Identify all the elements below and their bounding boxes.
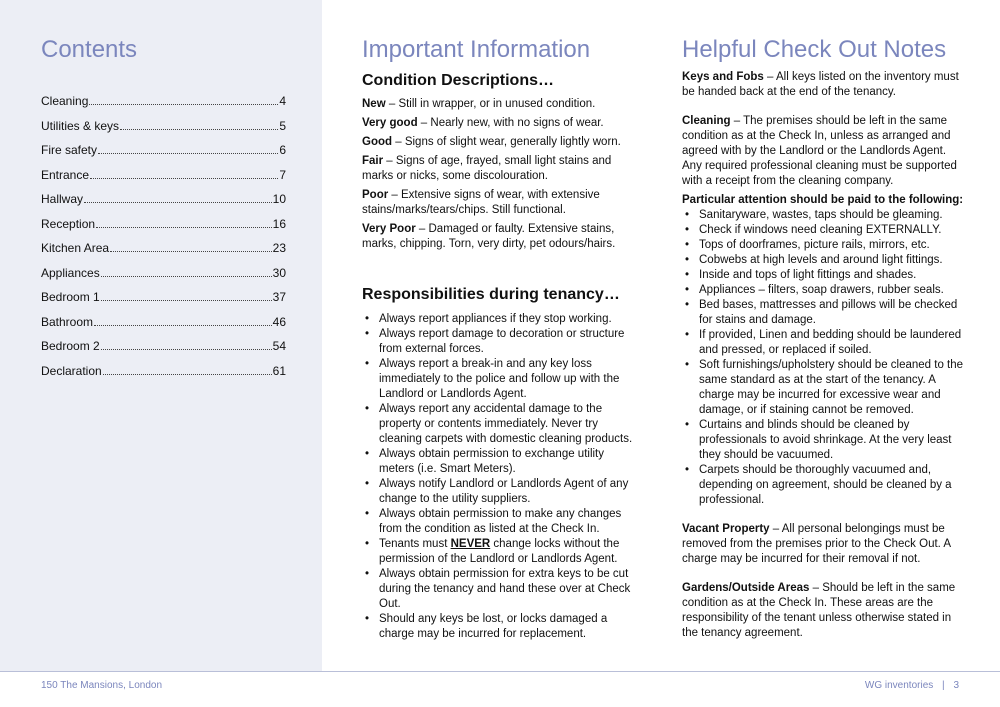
important-information-title: Important Information [362,36,591,63]
condition-description: – Damaged or faulty. Extensive stains, marks, chipping. Torn, very dirty, pet odours/hairs. [362,223,616,250]
toc-leader-dots [110,251,272,252]
toc-leader-dots [120,129,278,130]
toc-leader-dots [94,325,272,326]
toc-entry-page: 16 [272,216,286,231]
responsibility-item: • Always obtain permission for extra keys to be cut during the tenancy and hand these over at Check Out. [379,567,642,612]
condition-item [362,222,642,252]
toc-entry-label: Appliances [41,265,100,280]
toc-entry-page: 5 [279,118,286,133]
responsibilities-heading: Responsibilities during tenancy… [362,286,620,303]
toc-entry-label: Kitchen Area [41,241,110,255]
contents-title: Contents [41,36,138,63]
footer-divider [0,671,1000,672]
table-of-contents [41,94,286,388]
toc-leader-dots [84,202,272,203]
responsibility-item: • Always report a break-in and any key loss immediately to the police and follow up with the Landlord or Landlords Agent. [379,357,642,402]
toc-entry-page: 61 [272,363,286,378]
toc-entry[interactable] [41,241,286,266]
locks-text-after: change locks without the permission of the Landlord or Landlords Agent. [379,538,620,565]
toc-entry-page: 6 [279,143,286,157]
toc-entry[interactable] [41,364,286,389]
responsibility-item: • Always obtain permission to make any changes from the condition as listed at the Check In. [379,507,642,537]
footer-page-number: 3 [953,680,959,691]
condition-description: – Extensive signs of wear, with extensive stains/marks/tears/chips. Still functional. [362,189,600,216]
toc-entry[interactable] [41,168,286,193]
toc-entry[interactable] [41,339,286,364]
toc-leader-dots [101,276,272,277]
condition-item [362,188,642,218]
toc-entry[interactable] [41,192,286,217]
toc-entry-label: Declaration [41,363,102,378]
check-out-notes-column [682,70,964,655]
footer-page-info [865,680,959,691]
toc-entry-label: Bedroom 1 [41,290,100,304]
responsibility-item: • Always report appliances if they stop working. [379,312,642,327]
responsibilities-list [362,312,642,642]
toc-entry[interactable] [41,315,286,340]
toc-entry[interactable] [41,119,286,144]
gardens-note: Gardens/Outside Areas – Should be left in the same condition as at the Check In. These areas are the responsibility of the tenant unless otherwise stated in the tenancy agreement. [682,582,956,639]
toc-leader-dots [101,300,272,301]
toc-entry-label: Bathroom [41,314,94,329]
attention-item: • Inside and tops of light fittings and shades. [699,268,964,283]
condition-term: Fair [362,155,384,167]
locks-text-before: Tenants must [379,538,451,550]
cleaning-note: Cleaning – The premises should be left in the same condition as at the Check In, unless as arranged and agreed with by the Landlord or the Landlords Agent. Any required professional cleaning must be supported with a receipt from the cleaning company. [682,115,957,187]
toc-entry-label: Hallway [41,192,84,206]
toc-entry-label: Fire safety [41,143,98,157]
toc-entry-page: 46 [272,314,286,329]
check-out-notes-title: Helpful Check Out Notes [682,36,947,63]
attention-list [682,208,964,508]
locks-emphasis: NEVER [450,538,491,550]
toc-entry[interactable] [41,217,286,242]
toc-leader-dots [89,104,278,105]
attention-item: • If provided, Linen and bedding should be laundered and pressed, or replaced if soiled. [699,328,964,358]
toc-entry[interactable] [41,290,286,315]
important-information-column [362,70,642,642]
attention-item: • Sanitaryware, wastes, taps should be gleaming. [699,208,964,223]
attention-heading: Particular attention should be paid to the following: [682,194,964,206]
condition-descriptions-heading: Condition Descriptions… [362,72,554,89]
attention-item: • Bed bases, mattresses and pillows will be checked for stains and damage. [699,298,964,328]
condition-term: Good [362,136,393,148]
attention-item: • Carpets should be thoroughly vacuumed and, depending on agreement, should be cleaned by a professional. [699,463,964,508]
condition-item [362,135,642,150]
condition-item [362,154,642,184]
responsibility-item-locks [379,537,642,567]
toc-leader-dots [96,227,272,228]
condition-item [362,116,642,131]
toc-entry-page: 23 [272,241,286,255]
toc-entry-label: Bedroom 2 [41,339,100,353]
attention-item: • Tops of doorframes, picture rails, mirrors, etc. [699,238,964,253]
vacant-property-note: Vacant Property – All personal belongings must be removed from the premises prior to the Check Out. A charge may be incurred for their removal if not. [682,523,951,565]
footer-separator: | [942,680,945,691]
responsibility-item: • Should any keys be lost, or locks damaged a charge may be incurred for replacement. [379,612,642,642]
responsibility-item: • Always notify Landlord or Landlords Agent of any change to the utility suppliers. [379,477,642,507]
condition-description: – Signs of age, frayed, small light stains and marks or nicks, some discolouration. [362,155,612,182]
toc-entry-page: 4 [279,94,286,108]
toc-entry-page: 10 [272,192,286,206]
condition-term: Very Poor [362,223,416,235]
responsibility-item: • Always obtain permission to exchange utility meters (i.e. Smart Meters). [379,447,642,477]
condition-description: – Nearly new, with no signs of wear. [417,117,604,129]
toc-entry-page: 7 [279,167,286,182]
toc-entry-label: Entrance [41,167,90,182]
responsibility-item: • Always report damage to decoration or structure from external forces. [379,327,642,357]
toc-leader-dots [103,374,272,375]
condition-term: Poor [362,189,389,201]
attention-item: • Cobwebs at high levels and around light fittings. [699,253,964,268]
toc-leader-dots [90,178,278,179]
toc-entry[interactable] [41,266,286,291]
attention-item: • Appliances – filters, soap drawers, rubber seals. [699,283,964,298]
toc-entry-page: 30 [272,265,286,280]
attention-item: • Check if windows need cleaning EXTERNALLY. [699,223,964,238]
condition-term: Very good [362,117,418,129]
toc-entry[interactable] [41,143,286,168]
attention-item: • Soft furnishings/upholstery should be cleaned to the same standard as at the start of the tenancy. A charge may be incurred for excessive wear and damage, or if staining cannot be removed. [699,358,964,418]
toc-entry-page: 37 [272,290,286,304]
toc-entry-page: 54 [272,339,286,353]
toc-leader-dots [101,349,272,350]
condition-description: – Signs of slight wear, generally lightly worn. [392,136,621,148]
toc-entry-label: Utilities & keys [41,118,120,133]
toc-entry-label: Reception [41,216,96,231]
footer-address: 150 The Mansions, London [41,680,163,691]
condition-description: – Still in wrapper, or in unused condition. [385,98,596,110]
condition-item [362,97,642,112]
footer-company: WG inventories [864,680,934,691]
condition-list [362,97,642,252]
condition-term: New [362,98,386,110]
toc-entry-label: Cleaning [41,94,89,108]
keys-and-fobs-note: Keys and Fobs – All keys listed on the inventory must be handed back at the end of the tenancy. [682,71,959,98]
responsibility-item: • Always report any accidental damage to the property or contents immediately. Never try cleaning carpets with domestic cleaning products. [379,402,642,447]
attention-item: • Curtains and blinds should be cleaned by professionals to avoid shrinkage. At the very least they should be vacuumed. [699,418,964,463]
toc-entry[interactable] [41,94,286,119]
toc-leader-dots [98,153,278,154]
